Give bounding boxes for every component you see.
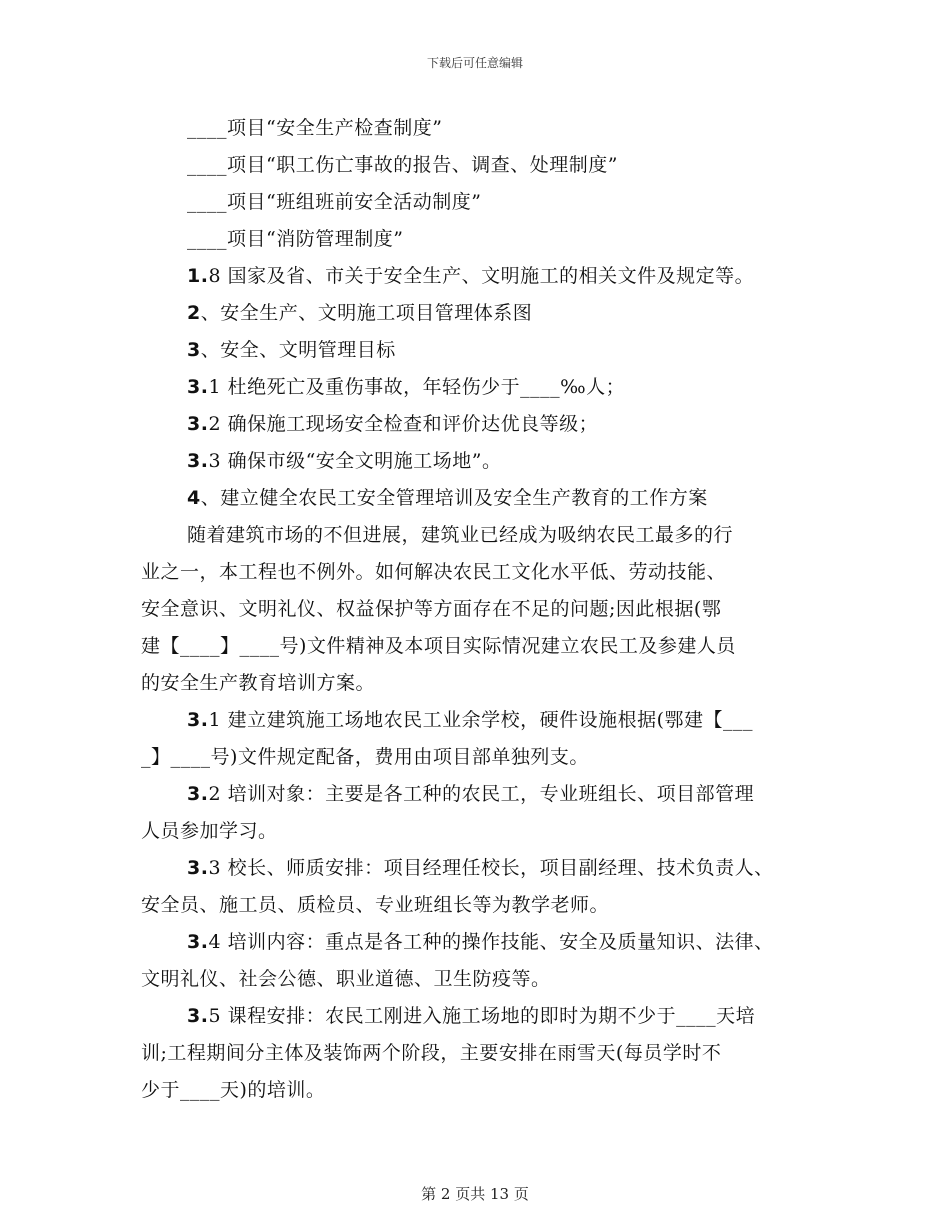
body-line: 随着建筑市场的不但进展，建筑业已经成为吸纳农民工最多的行 bbox=[187, 524, 734, 546]
body-line: 人员参加学习。 bbox=[141, 820, 278, 842]
body-line: _】____号)文件规定配备，费用由项目部单独列支。 bbox=[141, 746, 589, 768]
page-header: 下载后可任意编辑 bbox=[426, 56, 523, 70]
section-heading: 3、安全、文明管理目标 bbox=[187, 339, 396, 361]
body-line: 3.2 培训对象：主要是各工种的农民工，专业班组长、项目部管理 bbox=[187, 783, 755, 805]
body-line: ____项目“职工伤亡事故的报告、调查、处理制度” bbox=[187, 154, 618, 176]
body-line: 3.1 建立建筑施工场地农民工业余学校，硬件设施根据(鄂建【___ bbox=[187, 709, 753, 731]
section-heading: 2、安全生产、文明施工项目管理体系图 bbox=[187, 302, 533, 324]
body-line: 建【____】____号)文件精神及本项目实际情况建立农民工及参建人员 bbox=[141, 635, 736, 657]
body-line: 3.3 确保市级“安全文明施工场地”。 bbox=[187, 450, 502, 472]
body-line: 安全意识、文明礼仪、权益保护等方面存在不足的问题;因此根据(鄂 bbox=[141, 598, 722, 620]
body-line: 文明礼仪、社会公德、职业道德、卫生防疫等。 bbox=[141, 968, 551, 990]
body-line: 安全员、施工员、质检员、专业班组长等为教学老师。 bbox=[141, 894, 610, 916]
body-line: 3.5 课程安排：农民工刚进入施工场地的即时为期不少于____天培 bbox=[187, 1005, 756, 1027]
body-line: 3.1 杜绝死亡及重伤事故，年轻伤少于____‰人； bbox=[187, 376, 626, 398]
page-number: 第 2 页共 13 页 bbox=[421, 1185, 529, 1203]
body-line: 3.2 确保施工现场安全检查和评价达优良等级； bbox=[187, 413, 599, 435]
body-line: 业之一，本工程也不例外。如何解决农民工文化水平低、劳动技能、 bbox=[141, 561, 727, 583]
body-line: 1.8 国家及省、市关于安全生产、文明施工的相关文件及规定等。 bbox=[187, 265, 755, 287]
body-line: ____项目“消防管理制度” bbox=[187, 228, 404, 250]
body-line: 的安全生产教育培训方案。 bbox=[141, 672, 376, 694]
section-heading: 4、建立健全农民工安全管理培训及安全生产教育的工作方案 bbox=[187, 487, 708, 509]
body-line: 训;工程期间分主体及装饰两个阶段，主要安排在雨雪天(每员学时不 bbox=[141, 1042, 722, 1064]
body-line: 3.3 校长、师质安排：项目经理任校长，项目副经理、技术负责人、 bbox=[187, 857, 774, 879]
body-line: ____项目“安全生产检查制度” bbox=[187, 117, 443, 139]
body-line: 3.4 培训内容：重点是各工种的操作技能、安全及质量知识、法律、 bbox=[187, 931, 774, 953]
body-line: ____项目“班组班前安全活动制度” bbox=[187, 191, 482, 213]
body-line: 少于____天)的培训。 bbox=[141, 1079, 326, 1101]
